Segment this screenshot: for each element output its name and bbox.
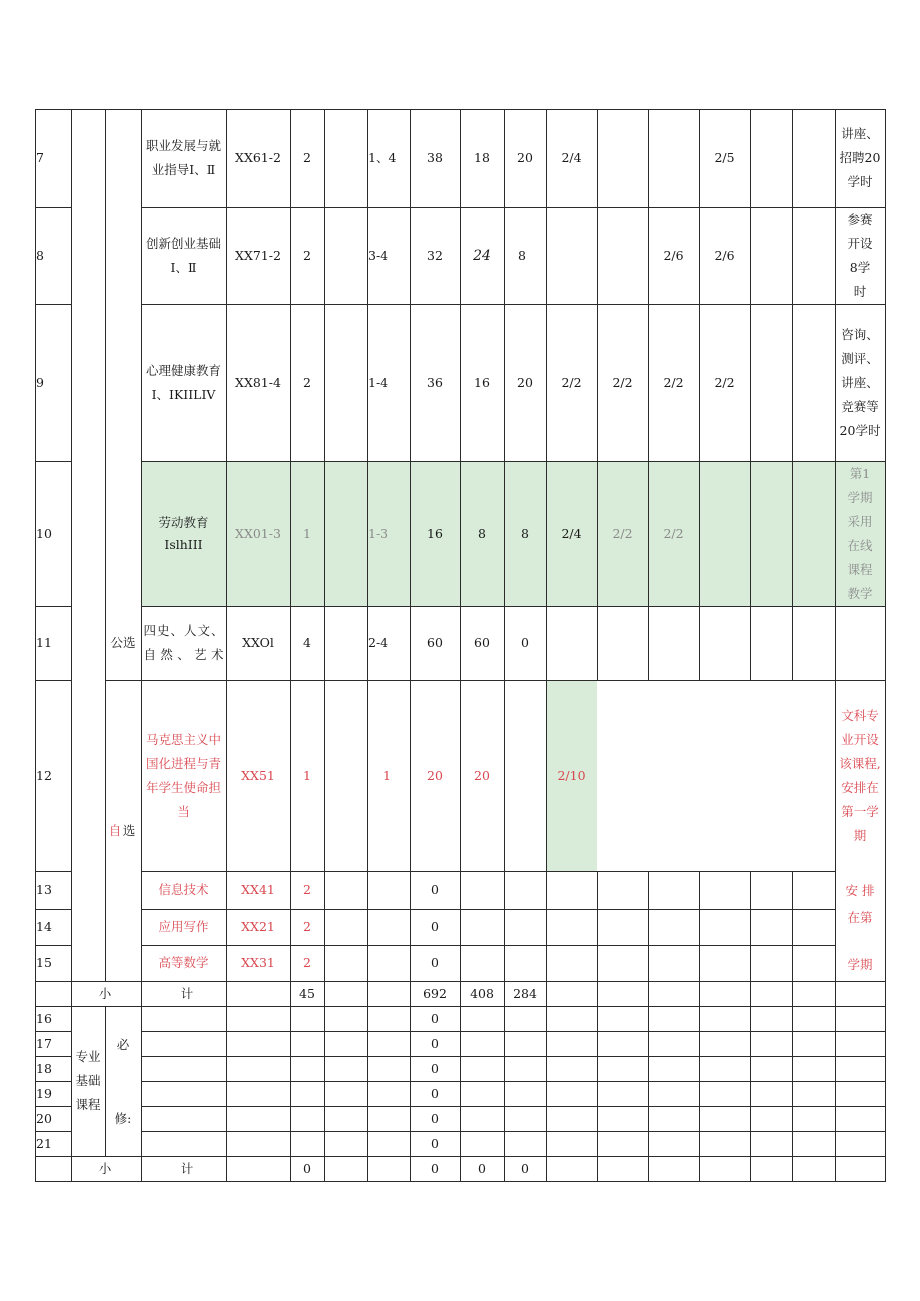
table-rule xyxy=(504,109,505,1182)
table-rule xyxy=(35,207,72,208)
credit: 2 xyxy=(303,150,311,165)
total-hours: 38 xyxy=(427,150,443,165)
table-rule xyxy=(35,945,72,946)
subtotal-theory: 0 xyxy=(478,1160,486,1176)
course-name: 马克思主义中国化进程与青年学生使命担当 xyxy=(145,731,221,819)
table-rule xyxy=(141,1106,886,1107)
table-rule xyxy=(460,109,461,1182)
course-code: XXOl xyxy=(242,635,274,650)
course-code: XX71-2 xyxy=(235,247,281,263)
type-label: 必 xyxy=(116,1037,130,1052)
subtotal-theory: 408 xyxy=(470,985,494,1001)
total-hours: 0 xyxy=(431,882,439,897)
total-hours: 0 xyxy=(431,1135,439,1151)
row-number: 18 xyxy=(36,1060,52,1076)
course-name: 心理健康教育Ⅰ、IKIILIV xyxy=(145,362,221,402)
table-rule xyxy=(35,680,72,681)
weekly-hours: 2/4 xyxy=(561,525,582,541)
semester: 1-3 xyxy=(368,525,389,541)
credit: 4 xyxy=(303,635,311,650)
note: 第1学期采用在线课程教学 xyxy=(847,465,873,601)
weekly-hours: 2/2 xyxy=(663,374,684,390)
table-rule xyxy=(648,871,649,1182)
row-number: 14 xyxy=(36,919,52,934)
course-name: 高等数学 xyxy=(158,955,209,970)
subtotal-label: 计 xyxy=(180,1160,194,1176)
course-code: XX21 xyxy=(241,919,275,934)
row-number: 20 xyxy=(36,1110,52,1126)
type-label: 自 xyxy=(108,823,122,838)
table-rule xyxy=(105,109,106,982)
course-name: 创新创业基础Ⅰ、Ⅱ xyxy=(145,235,221,275)
weekly-hours: 2/2 xyxy=(612,525,633,541)
credit: 2 xyxy=(303,882,311,897)
table-rule xyxy=(226,109,227,1182)
note: 在第 xyxy=(847,910,873,925)
course-type: 公选 xyxy=(110,635,136,650)
note: 学期 xyxy=(847,957,873,972)
subtotal-practice: 284 xyxy=(513,985,537,1001)
course-code: XX41 xyxy=(241,882,275,897)
credit: 1 xyxy=(303,525,311,541)
semester: 3-4 xyxy=(368,247,389,263)
total-hours: 20 xyxy=(427,767,443,783)
subtotal-label: 小 xyxy=(98,985,112,1001)
credit: 1 xyxy=(303,767,311,783)
practice-hours: 20 xyxy=(517,374,533,390)
course-name: 四史、人文、自然、艺术 xyxy=(143,623,224,662)
subtotal-credit: 45 xyxy=(299,985,315,1001)
total-hours: 36 xyxy=(427,374,443,390)
theory-hours: 8 xyxy=(478,525,486,541)
semester: 1-4 xyxy=(368,374,389,390)
table-rule xyxy=(835,109,836,1182)
course-name: 信息技术 xyxy=(158,882,209,897)
table-rule xyxy=(141,909,836,910)
table-rule xyxy=(35,909,72,910)
practice-hours: 8 xyxy=(518,247,526,263)
table-rule xyxy=(699,871,700,1182)
credit: 2 xyxy=(303,374,311,390)
total-hours: 0 xyxy=(431,1010,439,1026)
course-name-2: IslhIII xyxy=(164,536,203,552)
total-hours: 0 xyxy=(431,955,439,970)
course-name: 劳动教育 xyxy=(158,514,209,530)
weekly-hours: 2/6 xyxy=(714,247,735,263)
semester: 2-4 xyxy=(368,635,389,650)
theory-hours: 20 xyxy=(474,767,490,783)
subtotal-label: 计 xyxy=(180,985,194,1001)
credit: 2 xyxy=(303,919,311,934)
table-rule xyxy=(35,871,72,872)
table-rule xyxy=(141,945,836,946)
table-rule xyxy=(141,606,886,607)
credit: 2 xyxy=(303,247,311,263)
table-rule xyxy=(35,304,72,305)
course-code: XX01-3 xyxy=(235,525,281,541)
row-number: 16 xyxy=(36,1010,52,1026)
weekly-hours: 2/4 xyxy=(561,150,582,165)
type-label: 修: xyxy=(114,1111,132,1126)
weekly-hours: 2/5 xyxy=(714,150,735,165)
course-code: XX81-4 xyxy=(235,374,281,390)
subtotal-practice: 0 xyxy=(521,1160,529,1176)
semester: 1、4 xyxy=(368,150,397,165)
row-number: 13 xyxy=(36,882,52,897)
row-number: 17 xyxy=(36,1035,52,1051)
table-rule xyxy=(71,109,72,1182)
table-rule xyxy=(141,1081,886,1082)
practice-hours: 0 xyxy=(521,635,529,650)
table-rule xyxy=(141,109,142,1182)
table-rule xyxy=(699,109,700,681)
total-hours: 32 xyxy=(427,247,443,263)
theory-hours: 16 xyxy=(474,374,490,390)
table-rule xyxy=(141,1131,886,1132)
course-code: XX31 xyxy=(241,955,275,970)
table-rule xyxy=(290,109,291,1182)
weekly-hours: 2/2 xyxy=(714,374,735,390)
table-rule xyxy=(141,1031,886,1032)
table-rule xyxy=(546,109,547,1182)
type-label: 选 xyxy=(122,823,136,838)
semester: 1 xyxy=(383,767,391,783)
credit: 2 xyxy=(303,955,311,970)
row-number: 7 xyxy=(36,150,44,165)
table-rule xyxy=(141,207,886,208)
theory-hours: 60 xyxy=(474,635,490,650)
total-hours: 0 xyxy=(431,1060,439,1076)
subtotal-label: 小 xyxy=(98,1160,112,1176)
subtotal-credit: 0 xyxy=(303,1160,311,1176)
table-rule xyxy=(885,109,886,1182)
course-code: XX61-2 xyxy=(235,150,281,165)
total-hours: 0 xyxy=(431,1085,439,1101)
table-rule xyxy=(141,871,836,872)
note: 咨询、测评、讲座、竞赛等20学时 xyxy=(839,326,881,438)
table-rule xyxy=(410,109,411,1182)
row-number: 11 xyxy=(36,635,52,650)
table-rule xyxy=(35,461,72,462)
weekly-hours: 2/2 xyxy=(561,374,582,390)
row-number: 12 xyxy=(36,767,52,783)
theory-hours: 18 xyxy=(474,150,490,165)
course-name: 应用写作 xyxy=(158,919,209,934)
table-rule xyxy=(750,109,751,681)
subtotal-total: 692 xyxy=(423,985,447,1001)
table-rule xyxy=(648,109,649,681)
row-number: 15 xyxy=(36,955,52,970)
table-rule xyxy=(105,680,886,681)
total-hours: 0 xyxy=(431,1110,439,1126)
category-label: 专业基础课程 xyxy=(75,1049,101,1112)
row-number: 8 xyxy=(36,247,44,263)
table-rule xyxy=(597,871,598,1182)
table-rule xyxy=(750,871,751,1182)
note: 讲座、招聘20学时 xyxy=(839,126,881,189)
row-number: 9 xyxy=(36,374,44,390)
weekly-hours: 2/10 xyxy=(557,767,586,783)
table-rule xyxy=(141,1056,886,1057)
table-rule xyxy=(324,109,325,1182)
course-code: XX51 xyxy=(241,767,275,783)
note: 文科专业开设该课程,安排在第一学期 xyxy=(839,707,881,843)
table-rule xyxy=(597,109,598,681)
weekly-hours: 2/2 xyxy=(612,374,633,390)
note: 参赛开设8学时 xyxy=(847,211,873,299)
theory-hours: 24 xyxy=(473,247,491,264)
practice-hours: 20 xyxy=(517,150,533,165)
table-rule xyxy=(792,109,793,681)
weekly-hours: 2/2 xyxy=(663,525,684,541)
total-hours: 60 xyxy=(427,635,443,650)
practice-hours: 8 xyxy=(521,525,529,541)
table-rule xyxy=(792,871,793,1182)
row-number: 19 xyxy=(36,1085,52,1101)
row-number: 10 xyxy=(36,525,52,541)
table-rule xyxy=(141,461,886,462)
course-name: 职业发展与就业指导Ⅰ、Ⅱ xyxy=(145,138,221,177)
table-rule xyxy=(141,304,886,305)
table-rule xyxy=(105,1006,106,1157)
total-hours: 16 xyxy=(427,525,443,541)
table-rule xyxy=(35,606,72,607)
total-hours: 0 xyxy=(431,919,439,934)
row-number: 21 xyxy=(36,1135,52,1151)
weekly-hours: 2/6 xyxy=(663,247,684,263)
note: 安 排 xyxy=(845,883,875,898)
subtotal-total: 0 xyxy=(431,1160,439,1176)
total-hours: 0 xyxy=(431,1035,439,1051)
